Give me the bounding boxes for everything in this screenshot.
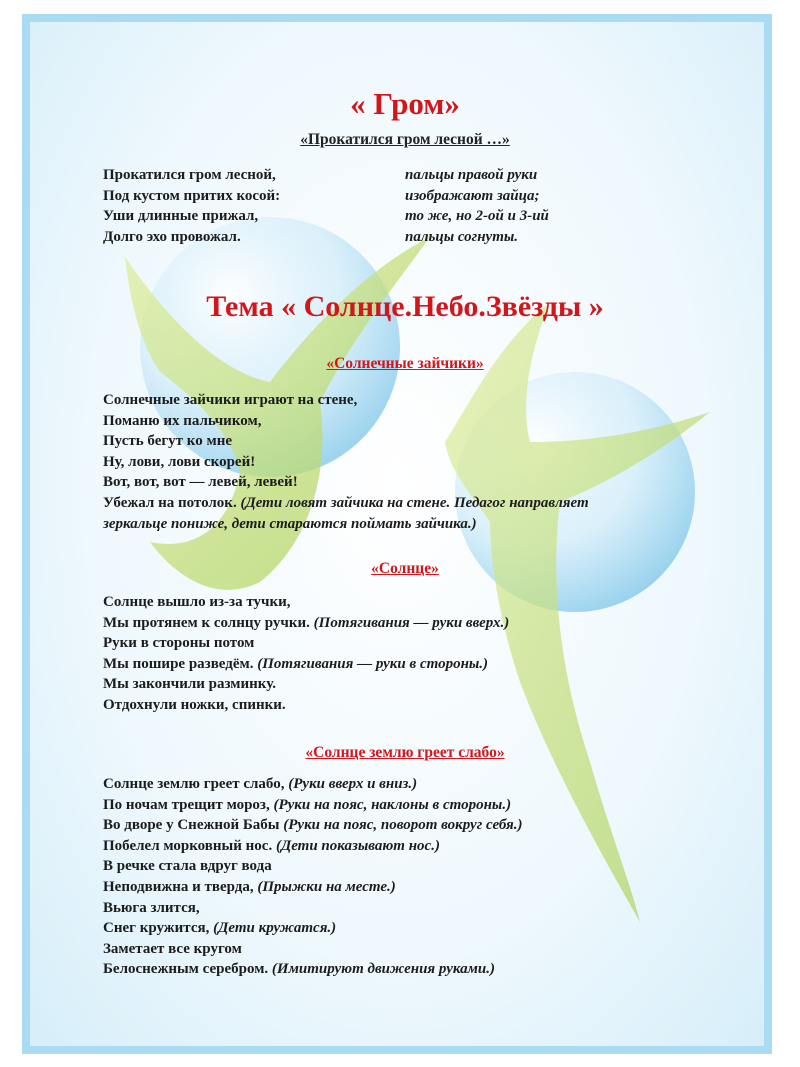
verse-line: Снег кружится, (Дети кружатся.): [103, 920, 337, 937]
grom-line: Долго эхо провожал.: [103, 228, 241, 245]
grom-verse: [103, 165, 280, 247]
verse-line: Солнце вышло из-за тучки,: [103, 594, 291, 610]
grom-line: Под кустом притих косой:: [103, 187, 281, 204]
grom-subtitle: «Прокатился гром лесной …»: [300, 131, 510, 148]
verse-line: Белоснежным серебром. (Имитируют движения руками.): [103, 961, 495, 978]
zaychiki-verse: [103, 390, 589, 534]
grom-line: Прокатился гром лесной,: [103, 167, 276, 183]
verse-line: Убежал на потолок. (Дети ловят зайчика на стене. Педагог направляет: [103, 494, 589, 511]
page-frame: [22, 14, 772, 1054]
verse-line: Поманю их пальчиком,: [103, 412, 262, 429]
theme-title: Тема « Солнце.Небо.Звёзды »: [206, 290, 604, 323]
grom-action: изображают зайца;: [405, 187, 540, 204]
verse-line: В речке стала вдруг вода: [103, 858, 272, 875]
verse-line: По ночам трещит мороз, (Руки на пояс, наклоны в стороны.): [103, 796, 512, 813]
grom-actions: [405, 165, 549, 247]
verse-line: Мы протянем к солнцу ручки. (Потягивания — руки вверх.): [103, 614, 510, 631]
verse-line: Ну, лови, лови скорей!: [103, 453, 256, 470]
verse-line: Пусть бегут ко мне: [103, 433, 233, 450]
verse-line: зеркальце пониже, дети стараются поймать зайчика.): [103, 515, 477, 532]
verse-line: Мы пошире разведём. (Потягивания — руки в стороны.): [103, 655, 489, 672]
grom-title: « Гром»: [350, 86, 460, 121]
verse-line: Неподвижна и тверда, (Прыжки на месте.): [103, 878, 396, 895]
verse-line: Солнце землю греет слабо, (Руки вверх и вниз.): [103, 776, 418, 792]
grom-action: то же, но 2-ой и 3-ий: [405, 208, 549, 225]
zemlyu-verse: [103, 774, 523, 980]
verse-line: Заметает все кругом: [103, 940, 242, 957]
verse-line: Во дворе у Снежной Бабы (Руки на пояс, поворот вокруг себя.): [103, 817, 523, 834]
verse-line: Солнечные зайчики играют на стене,: [103, 392, 358, 408]
verse-line: Мы закончили разминку.: [103, 676, 276, 693]
solnce-subtitle: «Солнце»: [371, 560, 439, 577]
verse-line: Руки в стороны потом: [103, 635, 255, 652]
verse-line: Вьюга злится,: [103, 899, 200, 916]
verse-line: Отдохнули ножки, спинки.: [103, 696, 286, 713]
grom-action: пальцы согнуты.: [405, 228, 519, 245]
solnce-verse: [103, 592, 509, 716]
grom-action: пальцы правой руки: [405, 167, 538, 183]
verse-line: Побелел морковный нос. (Дети показывают нос.): [103, 837, 440, 854]
zaychiki-subtitle: «Солнечные зайчики»: [326, 355, 484, 372]
zemlyu-subtitle: «Солнце землю греет слабо»: [305, 744, 505, 761]
verse-line: Вот, вот, вот — левей, левей!: [103, 474, 298, 491]
grom-line: Уши длинные прижал,: [103, 208, 259, 225]
